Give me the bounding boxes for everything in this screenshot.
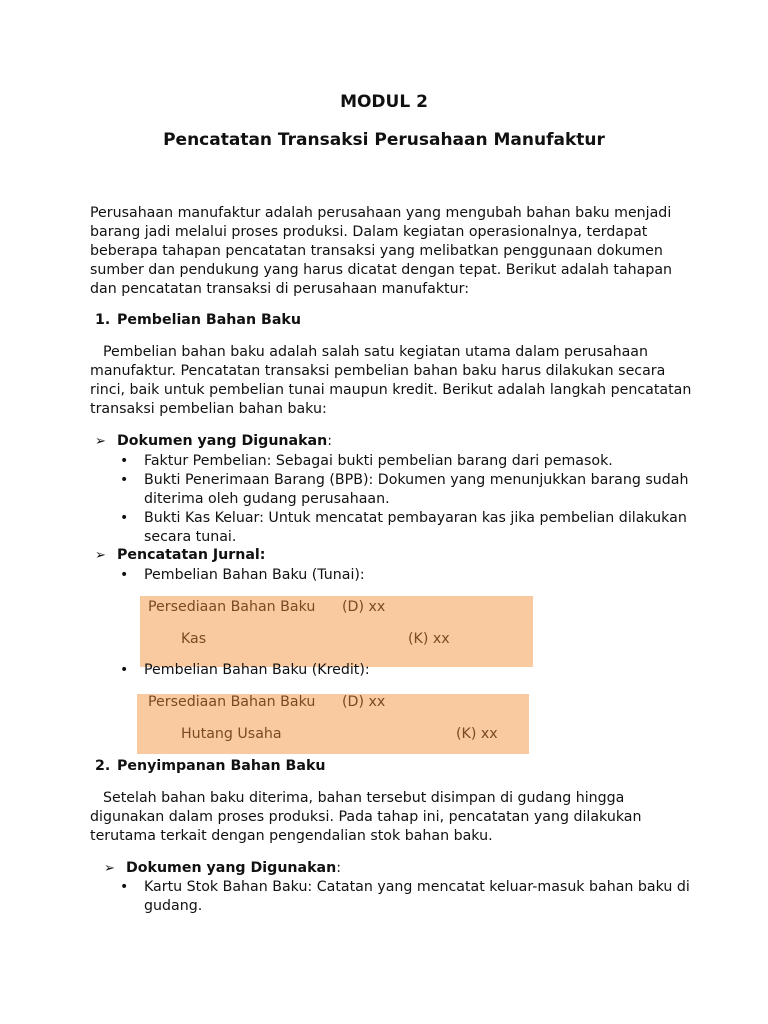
section1-paragraph <box>90 343 690 419</box>
docs-heading-line <box>117 432 332 451</box>
list-item-continued: gudang. <box>144 898 203 914</box>
section-number: 1. <box>95 312 111 328</box>
docs-colon: : <box>327 433 332 449</box>
credit-account: Kas <box>181 631 207 647</box>
debit-value: (D) xx <box>342 694 386 710</box>
module-subtitle: Pencatatan Transaksi Perusahaan Manufaktur <box>163 130 605 150</box>
list-item: Bukti Penerimaan Barang (BPB): Dokumen yang menunjukkan barang sudah <box>144 472 689 488</box>
intro-line: Perusahaan manufaktur adalah perusahaan yang mengubah bahan baku menjadi <box>90 205 672 221</box>
bullet-dot-icon: • <box>120 567 129 583</box>
list-item-continued: secara tunai. <box>144 529 237 545</box>
section-number: 2. <box>95 758 111 774</box>
para-line: transaksi pembelian bahan baku: <box>90 401 327 417</box>
list-item: Faktur Pembelian: Sebagai bukti pembelian barang dari pemasok. <box>144 453 613 469</box>
section-heading: Pembelian Bahan Baku <box>117 312 301 328</box>
bullet-dot-icon: • <box>120 879 129 895</box>
docs-colon: : <box>336 860 341 876</box>
intro-line: barang jadi melalui proses produksi. Dalam kegiatan operasionalnya, terdapat <box>90 224 648 240</box>
bullet-dot-icon: • <box>120 472 129 488</box>
arrow-bullet-icon: ➢ <box>95 434 106 449</box>
para-line: Pembelian bahan baku adalah salah satu kegiatan utama dalam perusahaan <box>103 344 648 360</box>
para-line: Setelah bahan baku diterima, bahan tersebut disimpan di gudang hingga <box>103 790 625 806</box>
bullet-dot-icon: • <box>120 662 129 678</box>
intro-line: dan pencatatan transaksi di perusahaan manufaktur: <box>90 281 469 297</box>
arrow-bullet-icon: ➢ <box>104 861 115 876</box>
intro-paragraph <box>90 204 690 299</box>
debit-account: Persediaan Bahan Baku <box>148 694 316 710</box>
credit-account: Hutang Usaha <box>181 726 282 742</box>
docs-heading-line <box>126 859 341 878</box>
debit-value: (D) xx <box>342 599 386 615</box>
para-line: rinci, baik untuk pembelian tunai maupun kredit. Berikut adalah langkah pencatatan <box>90 382 692 398</box>
journal-heading: Pencatatan Jurnal: <box>117 547 266 563</box>
section2-paragraph <box>90 789 690 846</box>
bullet-dot-icon: • <box>120 510 129 526</box>
section-heading: Penyimpanan Bahan Baku <box>117 758 326 774</box>
bullet-dot-icon: • <box>120 453 129 469</box>
list-item: Kartu Stok Bahan Baku: Catatan yang mencatat keluar-masuk bahan baku di <box>144 879 690 895</box>
journal-cash-label: Pembelian Bahan Baku (Tunai): <box>144 567 365 583</box>
credit-value: (K) xx <box>456 726 498 742</box>
debit-account: Persediaan Bahan Baku <box>148 599 316 615</box>
para-line: digunakan dalam proses produksi. Pada tahap ini, pencatatan yang dilakukan <box>90 809 642 825</box>
list-item-continued: diterima oleh gudang perusahaan. <box>144 491 390 507</box>
arrow-bullet-icon: ➢ <box>95 548 106 563</box>
para-line: manufaktur. Pencatatan transaksi pembelian bahan baku harus dilakukan secara <box>90 363 666 379</box>
docs-heading: Dokumen yang Digunakan <box>126 860 337 876</box>
list-item: Bukti Kas Keluar: Untuk mencatat pembayaran kas jika pembelian dilakukan <box>144 510 687 526</box>
intro-line: sumber dan pendukung yang harus dicatat dengan tepat. Berikut adalah tahapan <box>90 262 673 278</box>
module-title: MODUL 2 <box>340 92 428 112</box>
para-line: terutama terkait dengan pengendalian stok bahan baku. <box>90 828 493 844</box>
docs-heading: Dokumen yang Digunakan <box>117 433 328 449</box>
journal-credit-label: Pembelian Bahan Baku (Kredit): <box>144 662 370 678</box>
credit-value: (K) xx <box>408 631 450 647</box>
intro-line: beberapa tahapan pencatatan transaksi yang melibatkan penggunaan dokumen <box>90 243 663 259</box>
